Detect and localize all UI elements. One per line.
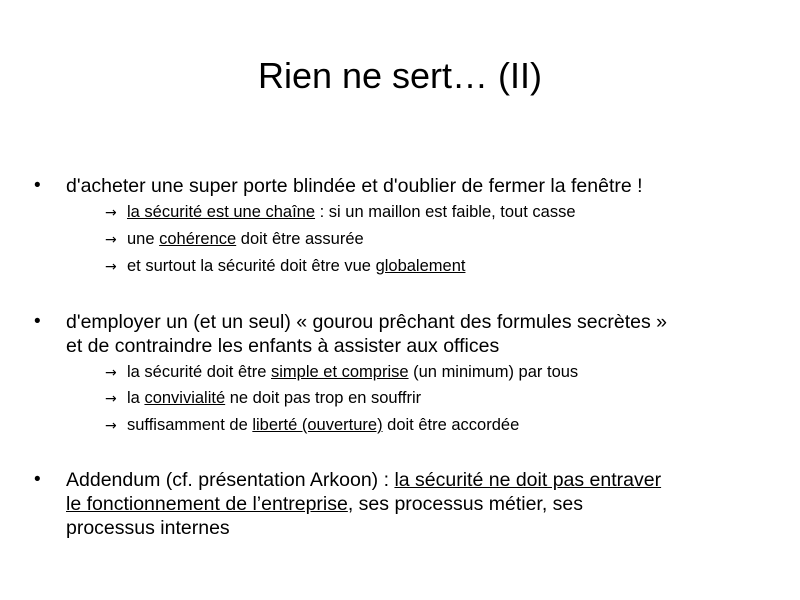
bullet-2-sub-3: [105, 413, 785, 438]
bullet-text: , ses processus métier, ses: [347, 493, 584, 515]
arrow-icon: →: [105, 365, 117, 381]
bullet-1-sub-1: [105, 200, 785, 225]
bullet-2: [34, 310, 766, 358]
sub-text: ne doit pas trop en souffrir: [225, 389, 422, 407]
bullet-1-text: d'acheter une super porte blindée et d'oublier de fermer la fenêtre !: [66, 175, 643, 197]
bullet-1: [34, 174, 766, 198]
sub-text: (un minimum) par tous: [408, 363, 579, 381]
sub-text: suffisamment de: [127, 416, 253, 434]
bullet-3-line-2: [66, 492, 766, 516]
bullet-3: [34, 468, 766, 540]
underlined-text: simple et comprise: [271, 363, 409, 381]
bullet-dot: •: [34, 175, 41, 196]
arrow-icon: →: [105, 205, 117, 221]
bullet-2-line-1: d'employer un (et un seul) « gourou prêchant des formules secrètes »: [66, 311, 667, 333]
slide-title: Rien ne sert… (II): [257, 55, 543, 96]
bullet-3-line-3: processus internes: [66, 517, 230, 539]
sub-text: la: [127, 389, 145, 407]
arrow-icon: →: [105, 259, 117, 275]
arrow-icon: →: [105, 232, 117, 248]
bullet-2-sub-1: [105, 360, 785, 385]
bullet-1-sub-2: [105, 227, 785, 252]
underlined-text: liberté (ouverture): [252, 416, 383, 434]
sub-text: une: [127, 230, 160, 248]
underlined-text: cohérence: [159, 230, 237, 248]
sub-text: doit être accordée: [382, 416, 520, 434]
bullet-2-line-2: et de contraindre les enfants à assister aux offices: [66, 335, 500, 357]
sub-text: et surtout la sécurité doit être vue: [127, 257, 376, 275]
underlined-text: la sécurité est une chaîne: [127, 203, 316, 221]
bullet-dot: •: [34, 311, 41, 332]
underlined-text: convivialité: [144, 389, 226, 407]
bullet-3-line-1: [66, 468, 766, 492]
sub-text: : si un maillon est faible, tout casse: [315, 203, 576, 221]
sub-text: la sécurité doit être: [127, 363, 271, 381]
bullet-dot: •: [34, 469, 41, 490]
arrow-icon: →: [105, 418, 117, 434]
underlined-text: la sécurité ne doit pas entraver: [394, 469, 662, 491]
bullet-text: Addendum (cf. présentation Arkoon) :: [66, 469, 395, 491]
underlined-text: globalement: [375, 257, 466, 275]
bullet-1-sub-3: [105, 254, 785, 279]
sub-text: doit être assurée: [236, 230, 364, 248]
arrow-icon: →: [105, 391, 117, 407]
bullet-2-sub-2: [105, 386, 785, 411]
underlined-text: le fonctionnement de l’entreprise: [66, 493, 348, 515]
